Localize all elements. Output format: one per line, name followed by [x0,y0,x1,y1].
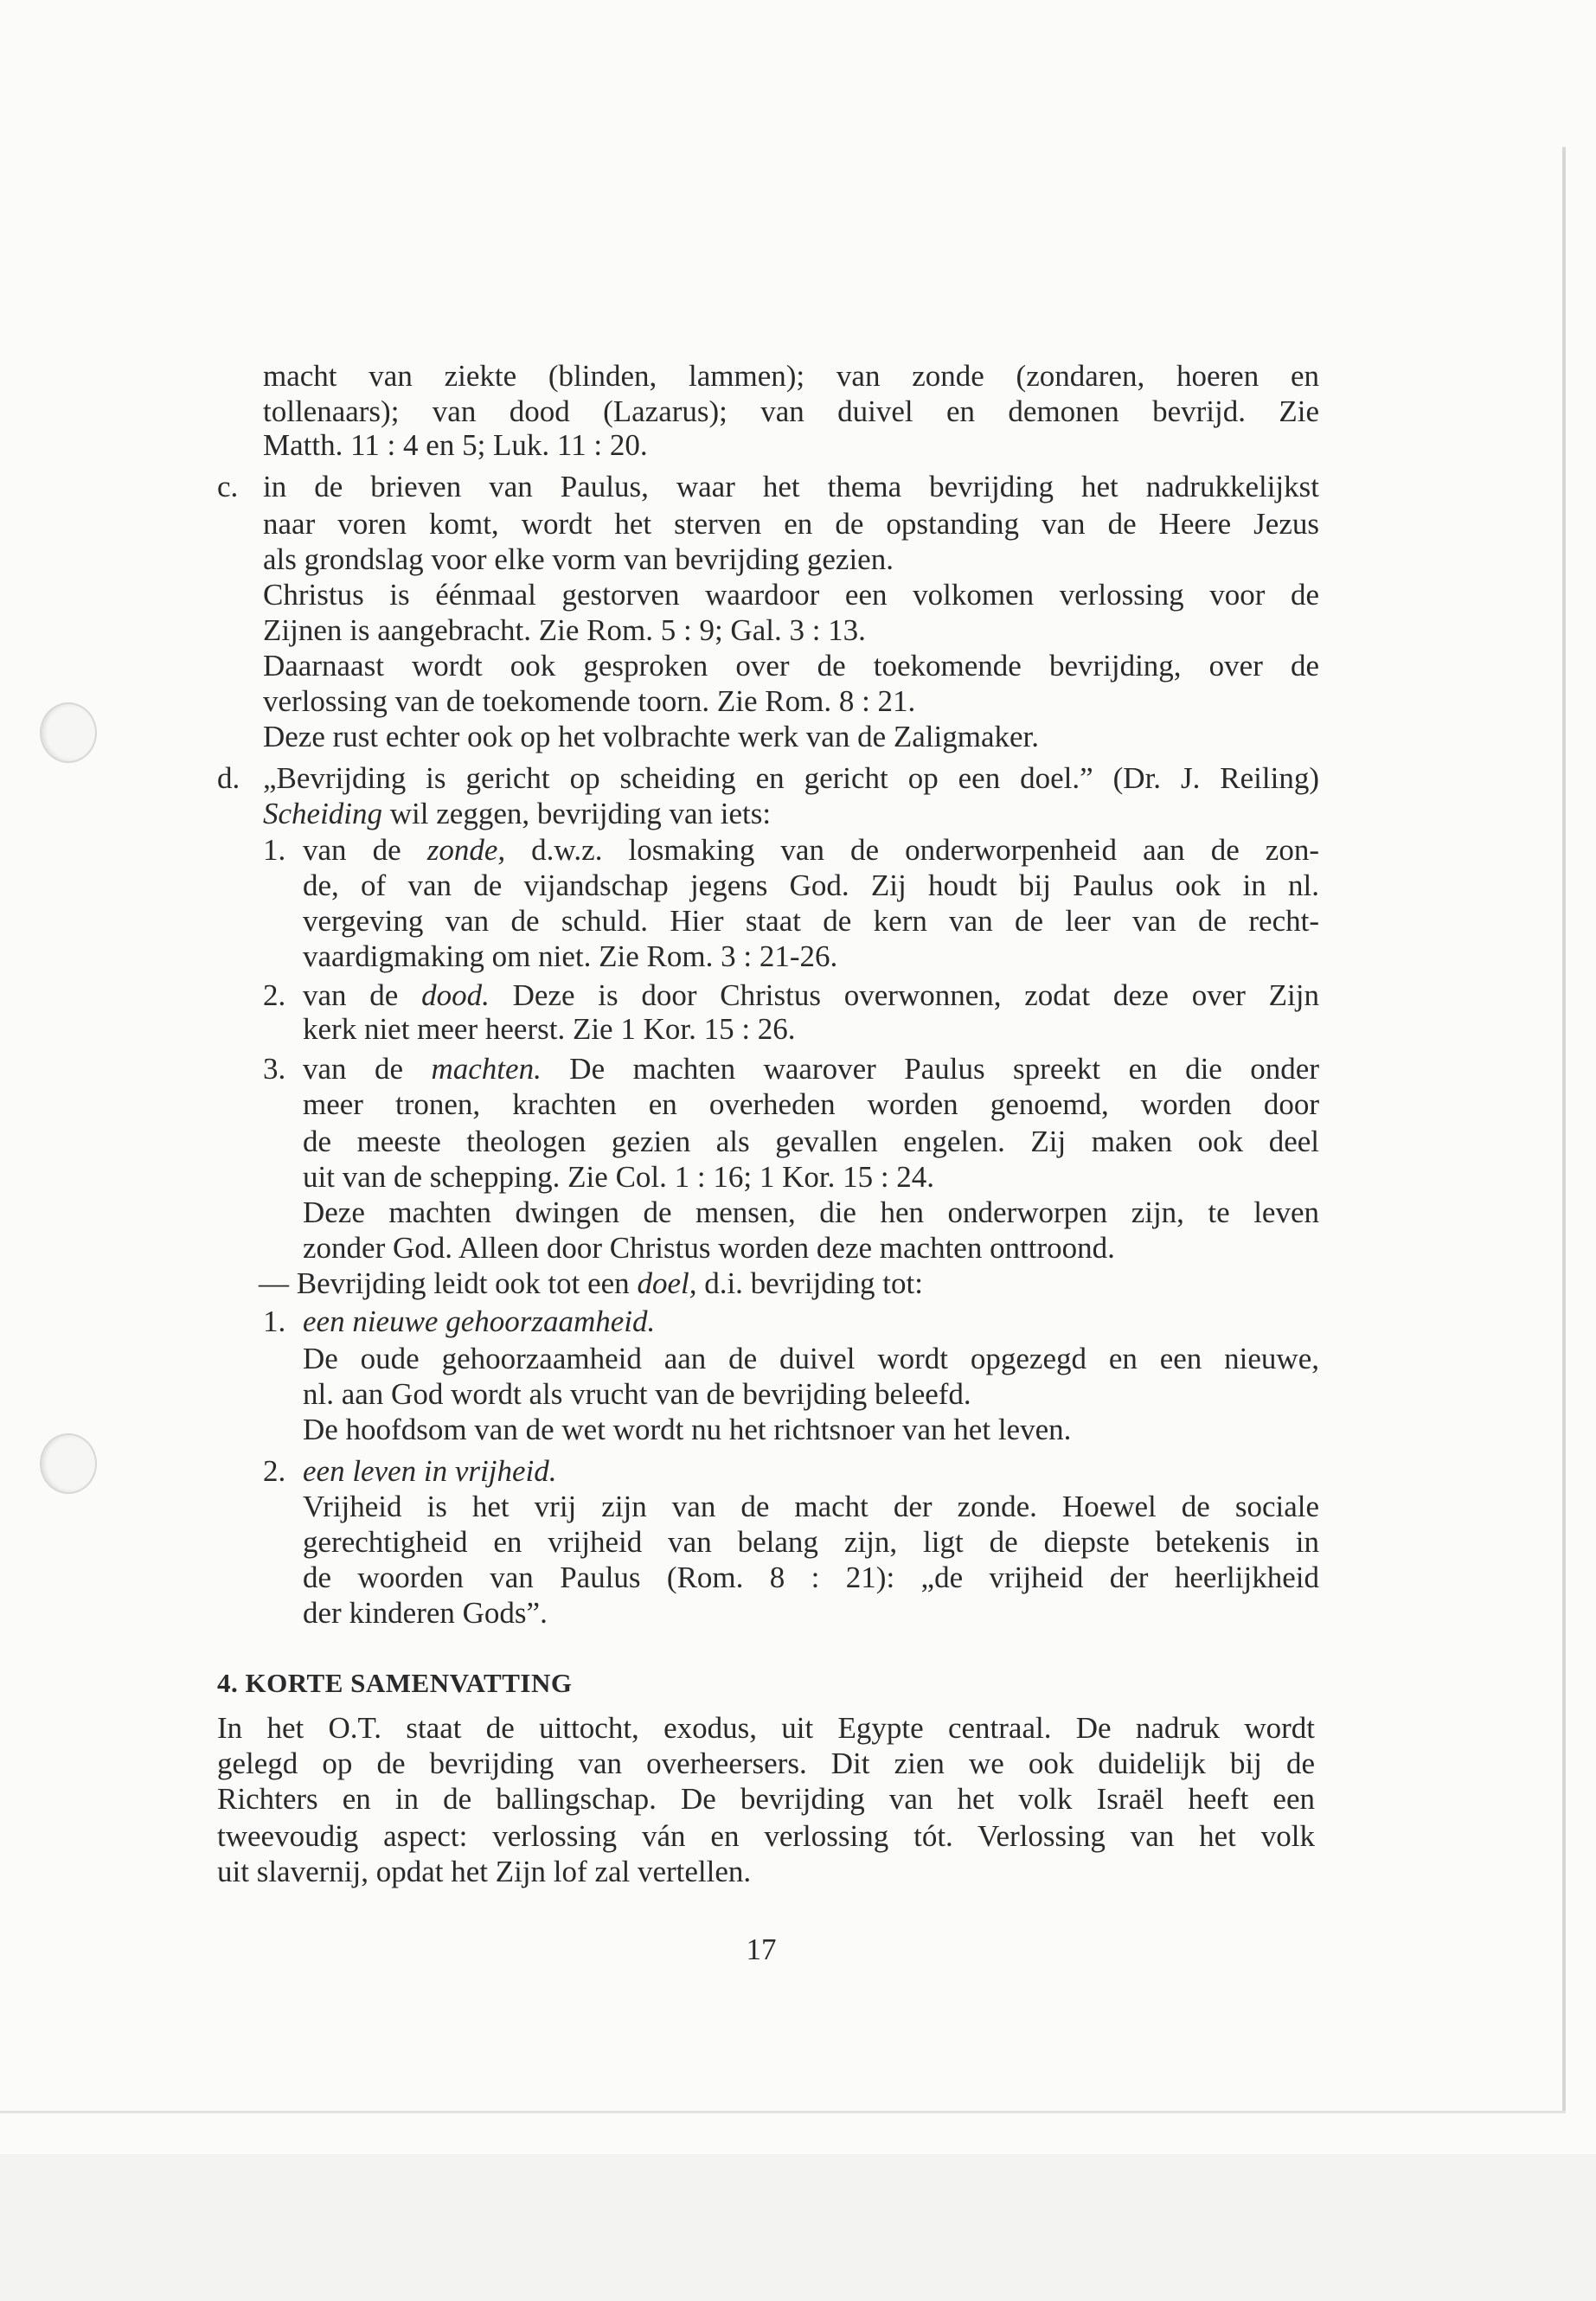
text-span: tollenaars); van dood (Lazarus); van duivel en demonen bevrijd. Zie [263,394,1319,428]
text-span: De oude gehoorzaamheid aan de duivel wordt opgezegd en een nieuwe, [303,1342,1319,1375]
list-marker: 1. [263,833,286,867]
text-span: de meeste theologen gezien als gevallen engelen. Zij maken ook deel [303,1125,1319,1158]
list-marker: d. [217,761,240,795]
text-line [303,833,1319,868]
text-line [303,1413,1071,1447]
summary-line: gelegd op de bevrijding van overheersers. Dit zien we ook duidelijk bij de [217,1747,1315,1780]
text-span: in de brieven van Paulus, waar het thema bevrijding het nadrukkelijkst [263,470,1319,503]
text-line [263,613,866,648]
emphasis-text: een nieuwe gehoorzaamheid. [303,1304,656,1338]
text-line [303,1490,1319,1524]
text-line [303,939,837,974]
text-span: als grondslag voor elke vorm van bevrijding gezien. [263,542,894,576]
text-span: De machten waarover Paulus spreekt en die onder [541,1052,1319,1086]
text-span: uit van de schepping. Zie Col. 1 : 16; 1 Kor. 15 : 24. [303,1160,935,1194]
text-line [263,684,915,719]
text-span: van de [303,978,422,1012]
list-marker: c. [217,470,239,503]
text-span: Daarnaast wordt ook gesproken over de toekomende bevrijding, over de [263,649,1319,683]
text-line [263,359,1319,394]
text-line [303,1596,548,1631]
text-span: de, of van de vijandschap jegens God. Zij houdt bij Paulus ook in nl. [303,868,1319,902]
text-line [303,1304,655,1339]
text-line [303,1160,934,1195]
text-span: Deze is door Christus overwonnen, zodat deze over Zijn [489,978,1319,1012]
text-span: gerechtigheid en vrijheid van belang zijn, ligt de diepste betekenis in [303,1525,1319,1559]
text-span: der kinderen Gods”. [303,1596,548,1630]
text-span: Zijnen is aangebracht. Zie Rom. 5 : 9; Gal. 3 : 13. [263,613,866,647]
text-line [303,1454,556,1489]
list-marker: 2. [263,978,286,1012]
text-line [303,1052,1319,1086]
text-line [303,904,1319,939]
summary-line: tweevoudig aspect: verlossing ván en verlossing tót. Verlossing van het volk [217,1819,1315,1853]
text-line [263,507,1319,542]
text-span: „Bevrijding is gericht op scheiding en gericht op een doel.” (Dr. J. Reiling) [263,761,1319,795]
text-line [263,542,894,577]
text-span: zonder God. Alleen door Christus worden deze machten onttroond. [303,1231,1115,1265]
emphasis-text: dood. [421,978,490,1012]
list-marker: 1. [263,1304,286,1338]
text-line [303,1561,1319,1595]
text-span: wil zeggen, bevrijding van iets: [382,797,772,830]
text-line [263,720,1039,754]
section-heading: 4. KORTE SAMENVATTING [217,1668,573,1698]
text-span: — Bevrijding leidt ook tot een [259,1266,638,1300]
text-line [263,761,1319,796]
text-span: verlossing van de toekomende toorn. Zie Rom. 8 : 21. [263,684,916,718]
text-line [303,1087,1319,1122]
text-span: vergeving van de schuld. Hier staat de kern van de leer van de recht- [303,904,1319,938]
text-span: nl. aan God wordt als vrucht van de bevrijding beleefd. [303,1377,971,1411]
page-number: 17 [746,1932,777,1966]
text-span: Deze rust echter ook op het volbrachte werk van de Zaligmaker. [263,720,1039,753]
punch-hole-icon [40,1433,97,1494]
list-marker: 2. [263,1454,286,1488]
emphasis-text: machten. [431,1052,542,1086]
emphasis-text: een leven in vrijheid. [303,1454,557,1488]
page-bottom-edge [0,2111,1566,2113]
text-line [303,978,1319,1013]
text-span: d.i. bevrijding tot: [696,1266,923,1300]
text-line [263,394,1319,429]
text-line [263,470,1319,504]
list-marker: 3. [263,1052,286,1086]
text-line [303,868,1319,903]
text-line [263,578,1319,612]
emphasis-text: zonde, [426,833,506,867]
text-line [263,797,771,831]
text-line [303,1342,1319,1376]
text-line [303,1525,1319,1560]
punch-hole-icon [40,702,97,763]
text-span: kerk niet meer heerst. Zie 1 Kor. 15 : 26. [303,1012,796,1046]
text-line [259,1266,923,1301]
text-span: Deze machten dwingen de mensen, die hen onderworpen zijn, te leven [303,1195,1319,1229]
text-line [303,1195,1319,1230]
text-span: van de [303,833,427,867]
summary-line: Richters en in de ballingschap. De bevrijding van het volk Israël heeft een [217,1782,1315,1816]
page-edge [1562,147,1566,2111]
text-span: van de [303,1052,432,1086]
emphasis-text: Scheiding [263,797,383,830]
text-line [303,1012,796,1047]
text-line [303,1231,1115,1266]
text-span: De hoofdsom van de wet wordt nu het richtsnoer van het leven. [303,1413,1072,1446]
text-line [303,1377,971,1412]
text-span: vaardigmaking om niet. Zie Rom. 3 : 21-26. [303,939,838,973]
summary-line: uit slavernij, opdat het Zijn lof zal vertellen. [217,1855,752,1888]
text-line [263,649,1319,683]
text-span: Vrijheid is het vrij zijn van de macht der zonde. Hoewel de sociale [303,1490,1319,1523]
summary-line: In het O.T. staat de uittocht, exodus, uit Egypte centraal. De nadruk wordt [217,1711,1315,1745]
text-line [263,428,648,463]
text-span: Matth. 11 : 4 en 5; Luk. 11 : 20. [263,428,648,462]
emphasis-text: doel, [637,1266,697,1300]
text-span: Christus is éénmaal gestorven waardoor een volkomen verlossing voor de [263,578,1319,612]
text-span: de woorden van Paulus (Rom. 8 : 21): „de vrijheid der heerlijkheid [303,1561,1319,1594]
text-span: macht van ziekte (blinden, lammen); van zonde (zondaren, hoeren en [263,359,1319,393]
text-span: naar voren komt, wordt het sterven en de opstanding van de Heere Jezus [263,507,1319,541]
text-span: meer tronen, krachten en overheden worden genoemd, worden door [303,1087,1319,1121]
text-span: d.w.z. losmaking van de onderworpenheid aan de zon- [505,833,1319,867]
text-line [303,1125,1319,1159]
